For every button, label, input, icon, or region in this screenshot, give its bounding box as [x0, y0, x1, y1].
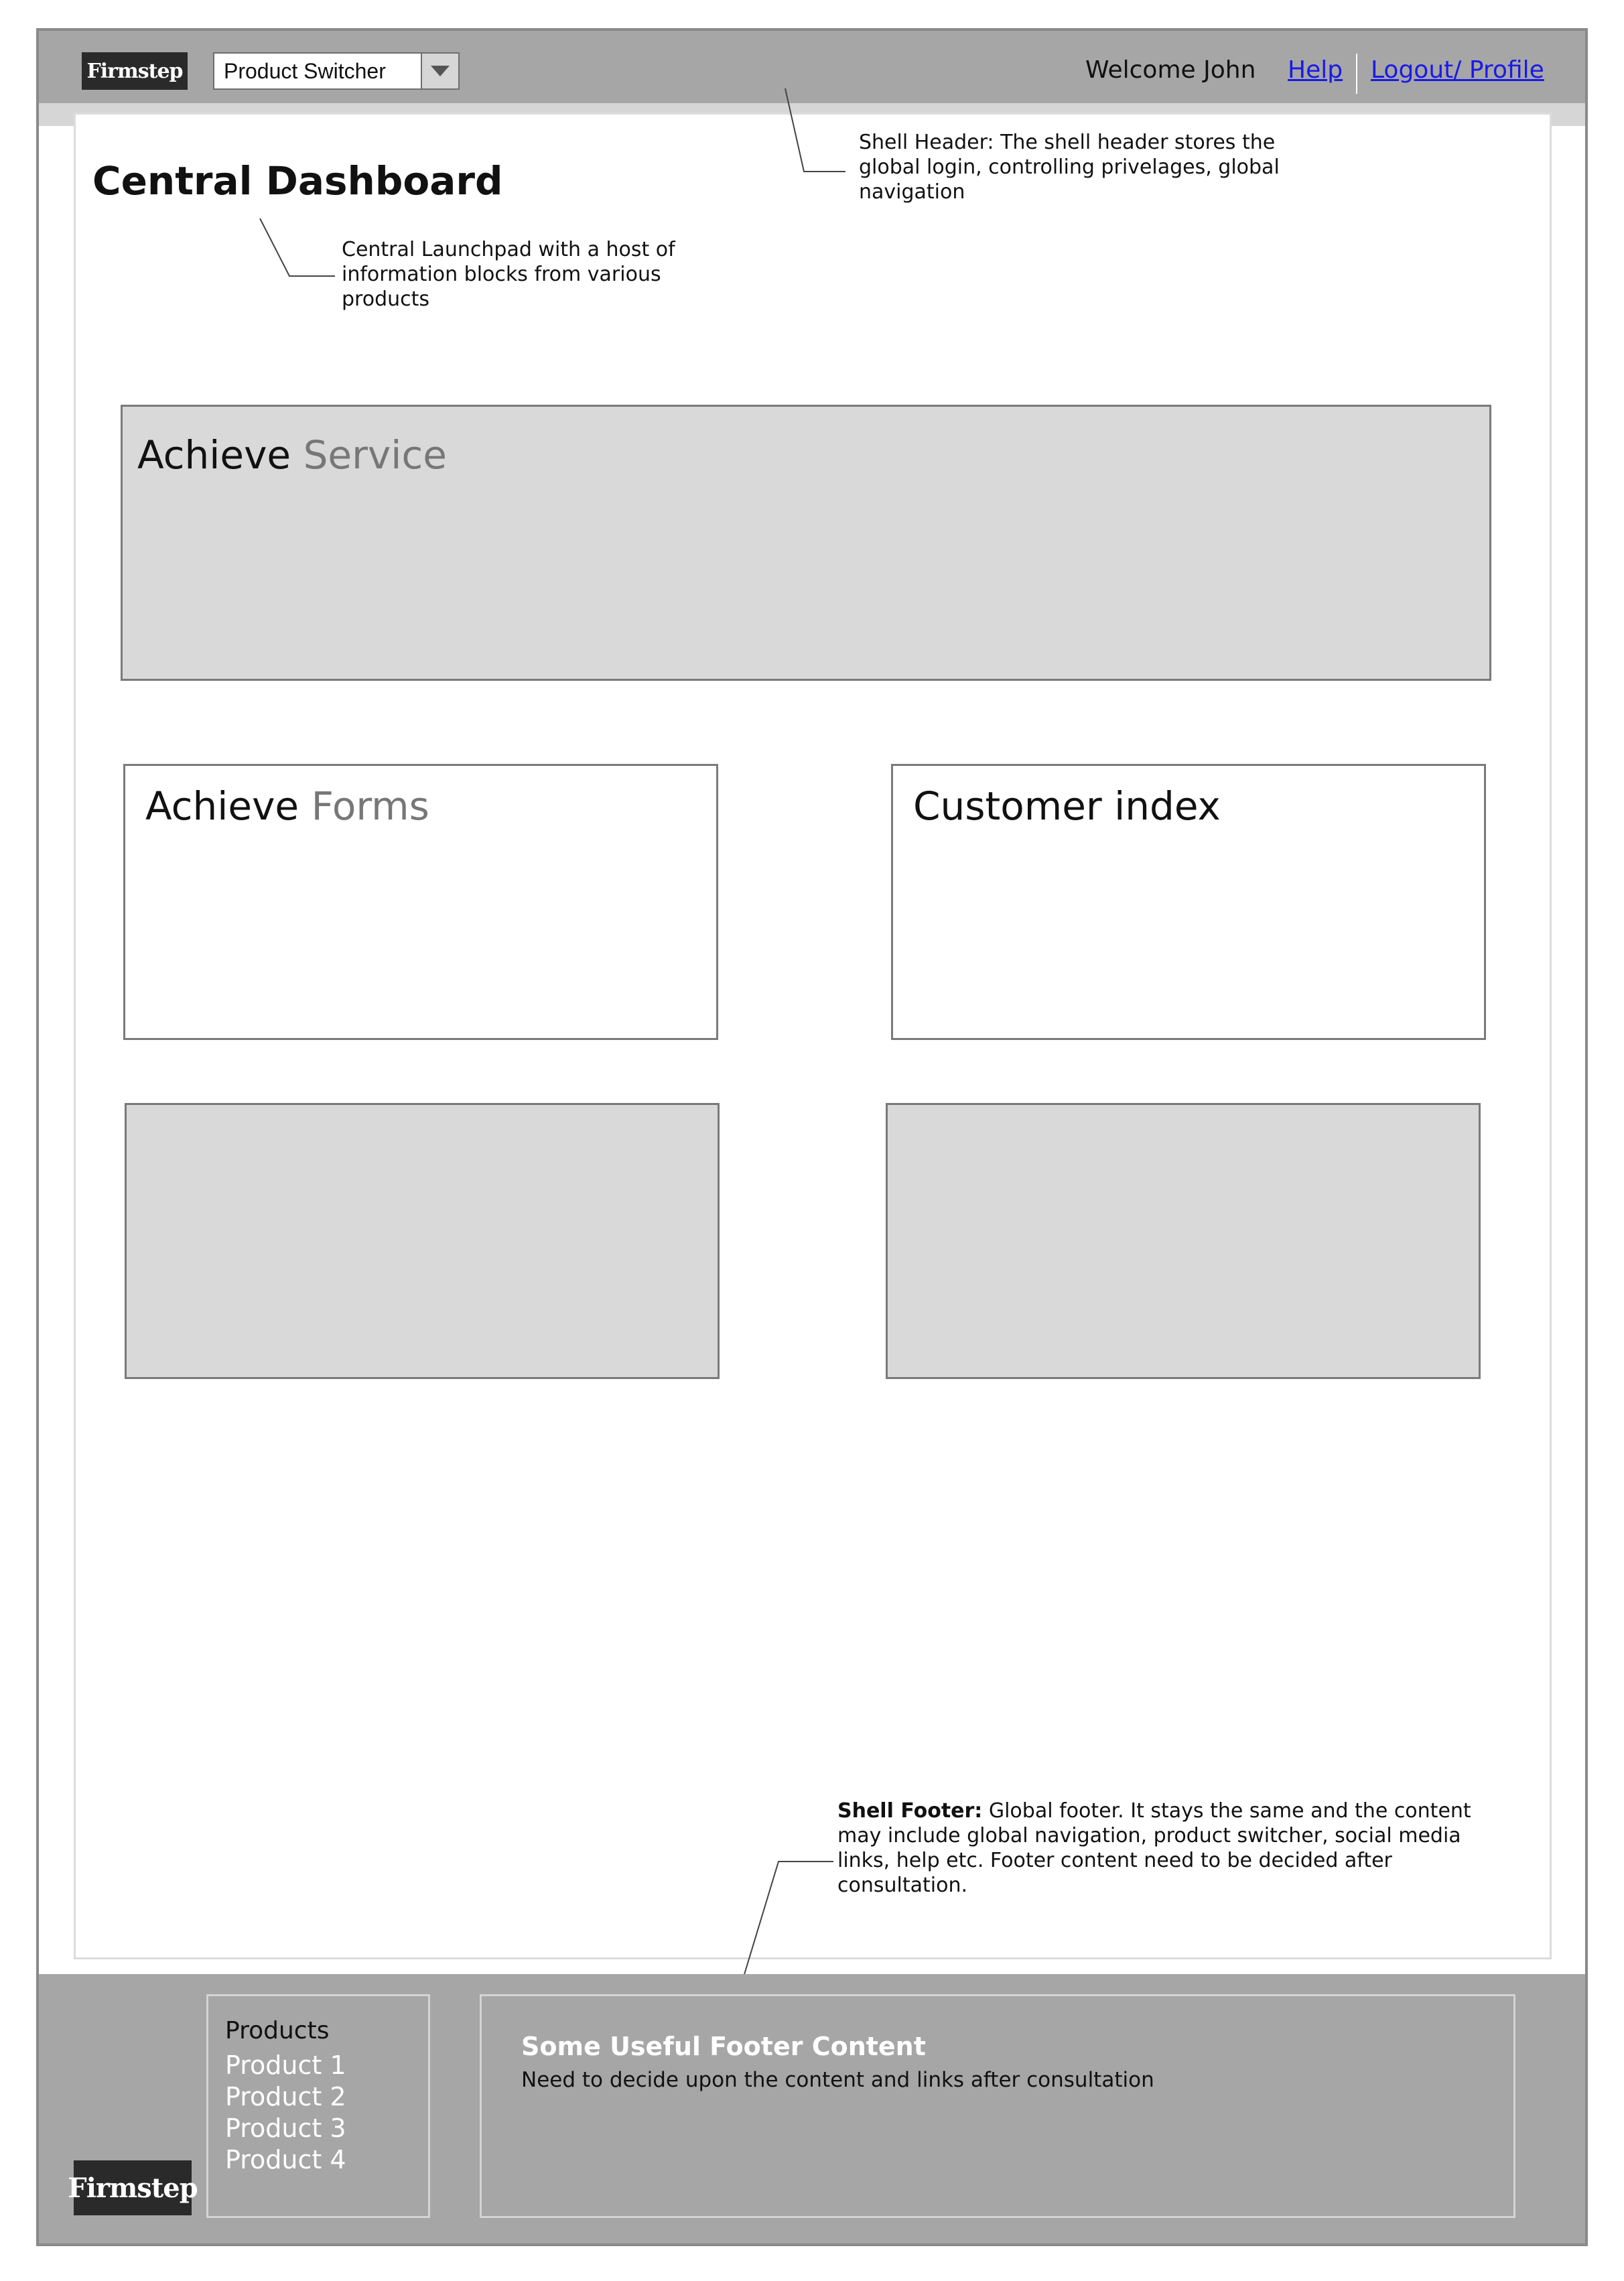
link-divider [1356, 54, 1357, 94]
achieve-forms-block[interactable] [123, 764, 718, 1040]
footer-firmstep-logo[interactable] [68, 2160, 198, 2215]
shell-footer-annotation [837, 1799, 1481, 1898]
title-word-secondary: Forms [311, 783, 429, 829]
dropdown-button[interactable] [421, 54, 458, 88]
footer-useful-description: Need to decide upon the content and links after consultation [521, 2068, 1154, 2092]
title-text: Customer index [913, 783, 1221, 829]
footer-useful-content-box [480, 1994, 1515, 2218]
info-block-empty-right[interactable] [886, 1103, 1481, 1379]
shell-footer-text: Global footer. It stays the same and the content may include global navigation, product switcher, social media links, help etc. Footer content need to be decided after consultation. [837, 1799, 1471, 1897]
achieve-service-block[interactable] [121, 405, 1491, 681]
shell-header-annotation: Shell Header: The shell header stores the global login, controlling privelages, global navigation [859, 131, 1280, 204]
footer-product-link-3[interactable]: Product 3 [225, 2113, 346, 2143]
achieve-service-title [137, 432, 447, 478]
footer-product-link-4[interactable]: Product 4 [225, 2145, 346, 2174]
firmstep-logo[interactable] [82, 52, 188, 90]
chevron-down-icon [431, 66, 450, 76]
page-title: Central Dashboard [92, 158, 503, 204]
title-word-primary: Achieve [145, 783, 299, 829]
footer-product-link-1[interactable]: Product 1 [225, 2050, 346, 2080]
footer-useful-title: Some Useful Footer Content [521, 2032, 926, 2061]
welcome-text: Welcome John [1085, 56, 1256, 84]
logo-text: Firmstep [68, 2172, 198, 2204]
achieve-forms-title [145, 783, 429, 829]
footer-product-link-2[interactable]: Product 2 [225, 2082, 346, 2111]
info-block-empty-left[interactable] [125, 1103, 720, 1379]
title-word-secondary: Service [303, 432, 447, 478]
customer-index-block[interactable] [891, 764, 1486, 1040]
shell-footer-label: Shell Footer: [837, 1799, 983, 1823]
customer-index-title [913, 783, 1221, 829]
title-word-primary: Achieve [137, 432, 291, 478]
footer-products-heading: Products [225, 2017, 330, 2044]
central-launchpad-annotation: Central Launchpad with a host of information blocks from various products [342, 238, 675, 311]
product-switcher[interactable] [213, 52, 460, 90]
logo-text: Firmstep [86, 59, 183, 83]
logout-profile-link[interactable]: Logout/ Profile [1371, 56, 1544, 84]
help-link[interactable]: Help [1288, 56, 1343, 84]
product-switcher-label: Product Switcher [224, 58, 386, 83]
